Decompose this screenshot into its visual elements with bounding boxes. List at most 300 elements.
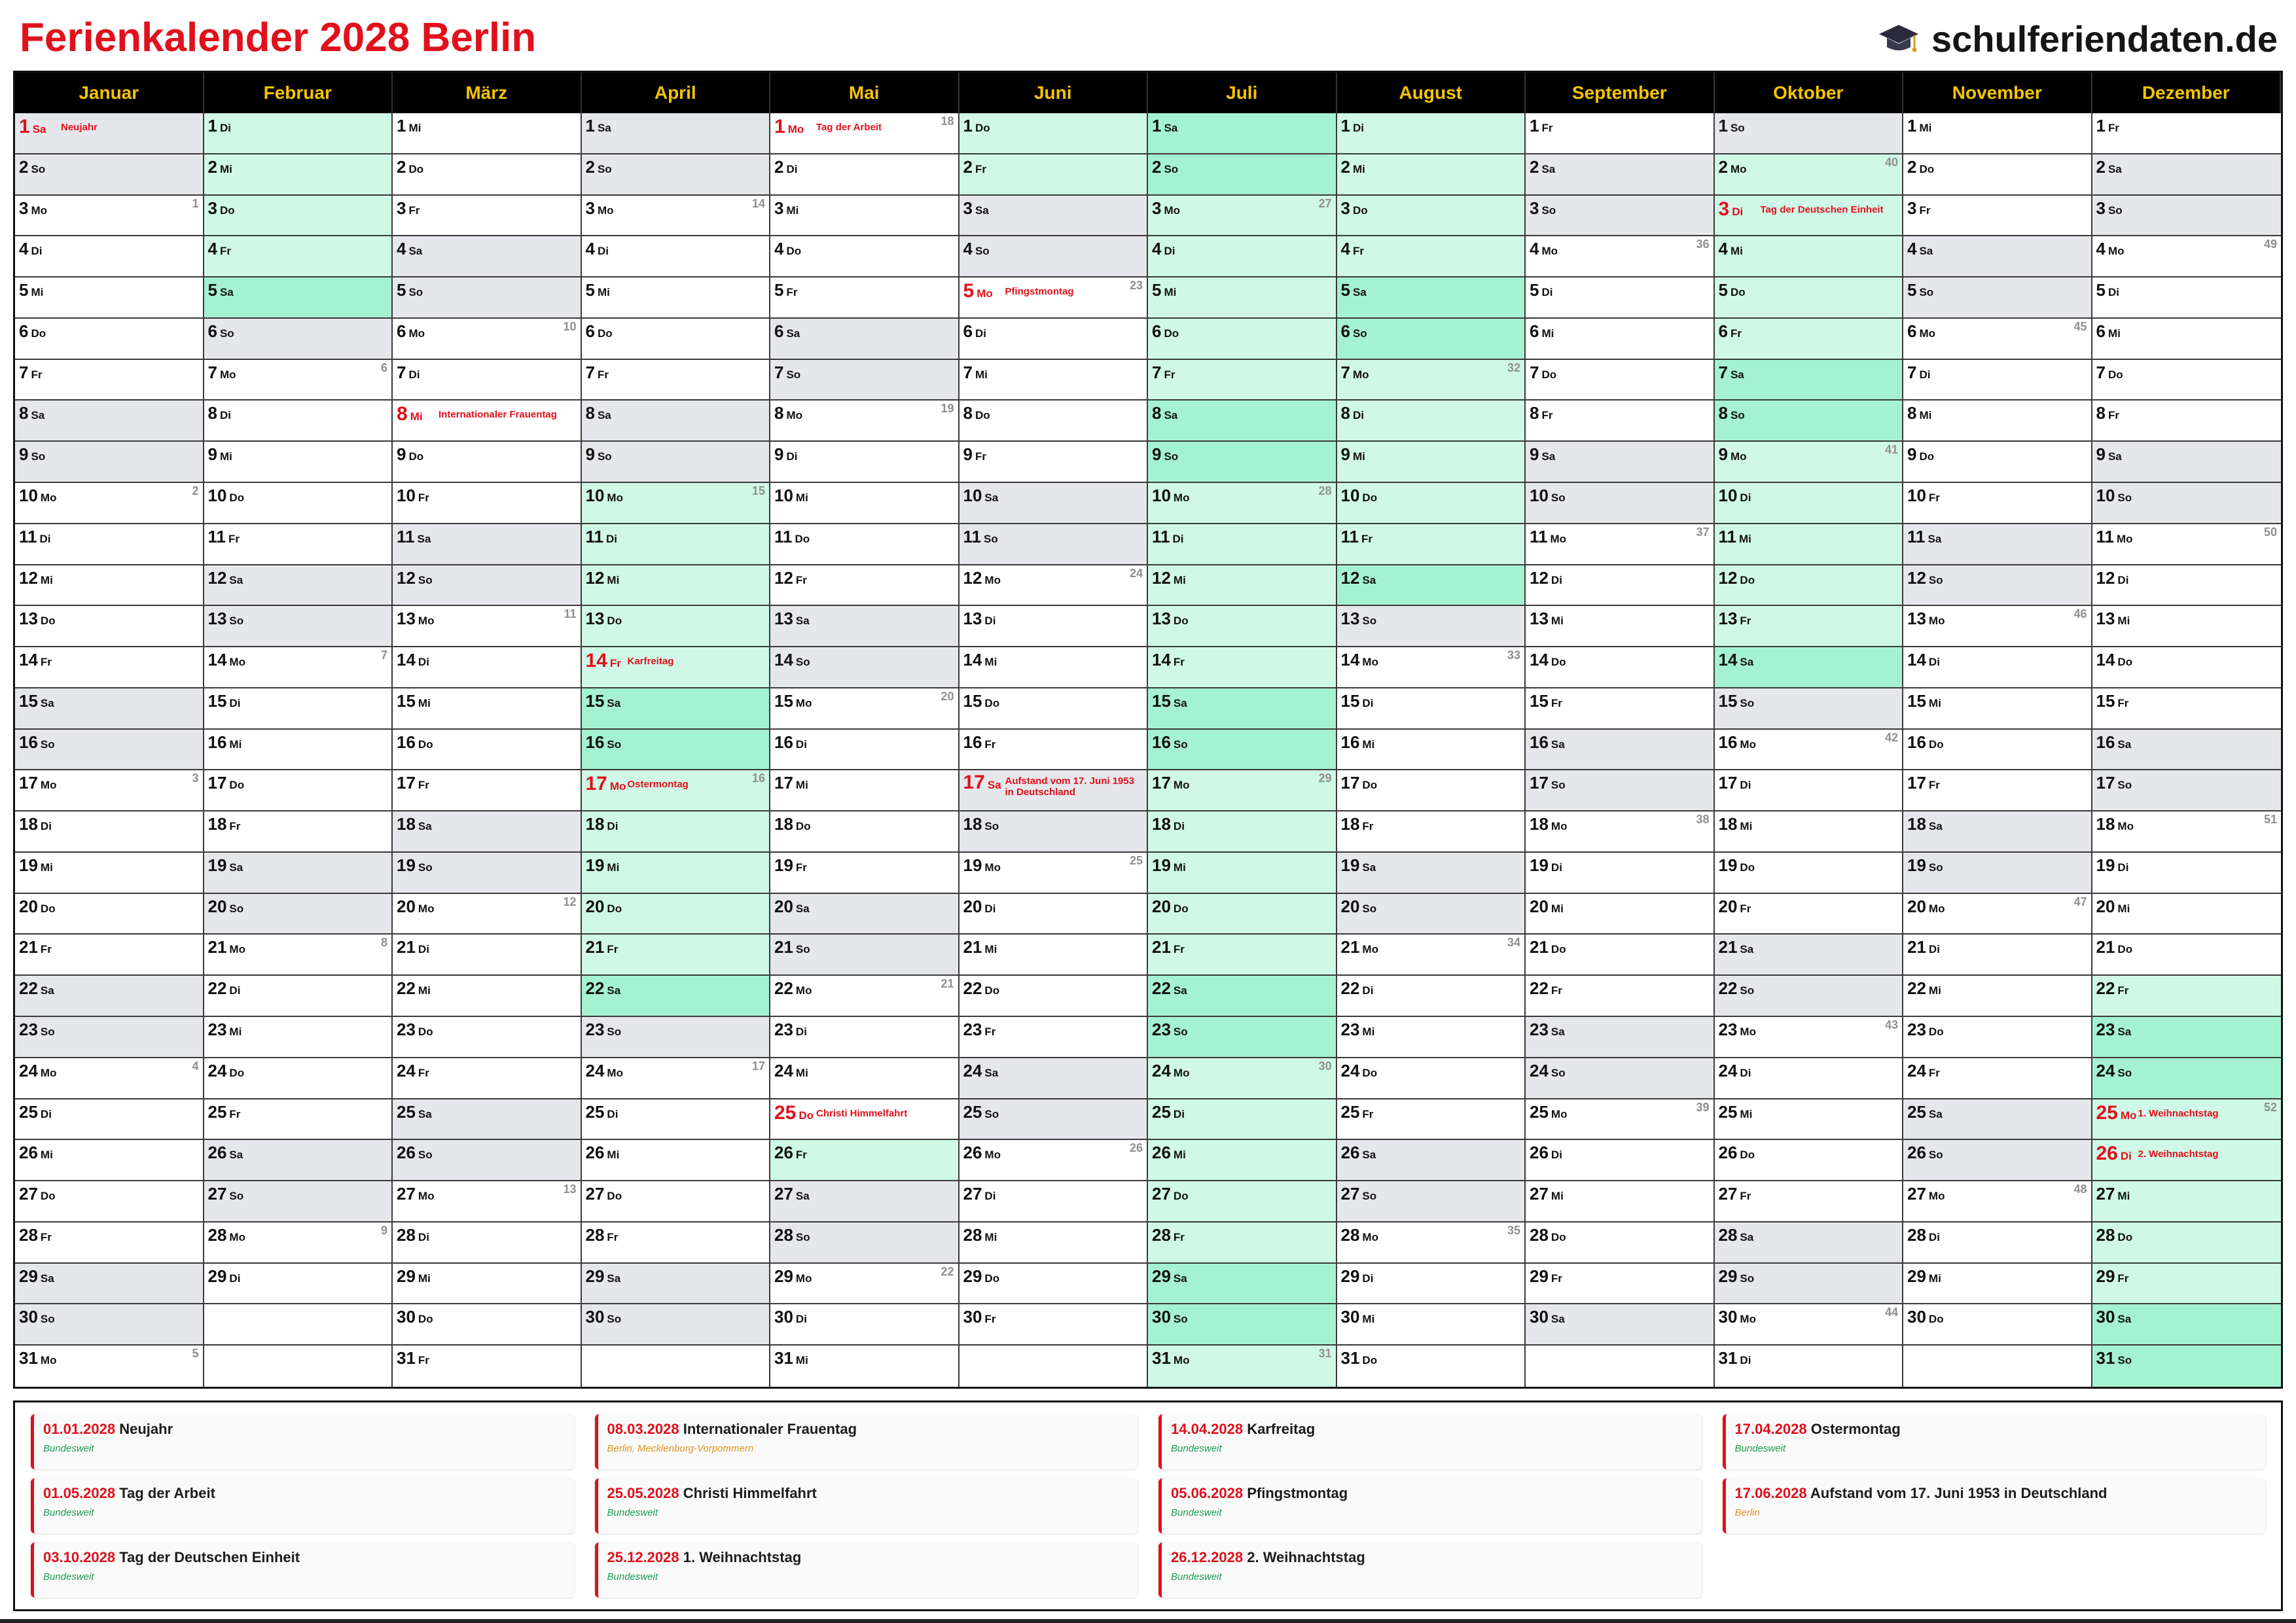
weekday-label: Sa — [1362, 861, 1376, 874]
day-number: 31 Fr — [397, 1348, 429, 1368]
day-number: 9 Do — [1907, 444, 1935, 465]
day-number: 25 Sa — [397, 1101, 432, 1122]
day-number: 19 Di — [1530, 855, 1562, 875]
weekday-label: Do — [2117, 943, 2133, 956]
weekday-label: Di — [1362, 696, 1374, 709]
day-cell — [1148, 606, 1337, 647]
brand-logo[interactable] — [1878, 14, 2278, 64]
weekday-label: Mi — [607, 573, 620, 586]
week-number: 7 — [380, 649, 387, 662]
day-number: 11 Do — [774, 526, 810, 546]
day-cell — [15, 524, 204, 565]
weekday-label: Mo — [1928, 902, 1945, 915]
day-cell — [582, 688, 771, 730]
day-number: 8 So — [1718, 403, 1745, 423]
day-number: 22 Do — [963, 978, 1000, 999]
weekday-label: Fr — [1551, 696, 1562, 709]
day-cell — [1337, 1264, 1526, 1305]
weekday-label: Di — [229, 696, 241, 709]
day-cell — [582, 647, 771, 688]
month-header: März — [393, 73, 582, 113]
day-number: 7 Sa — [1718, 362, 1744, 382]
weekday-label: Mo — [219, 368, 236, 381]
holiday-name: Christi Himmelfahrt — [816, 1107, 908, 1119]
day-number: 18 Mi — [1718, 814, 1753, 834]
day-cell — [960, 319, 1149, 360]
weekday-label: Sa — [1352, 286, 1367, 299]
weekday-label: Fr — [1173, 943, 1185, 956]
day-cell — [15, 935, 204, 976]
day-number: 5 Di — [2096, 280, 2119, 300]
day-cell — [582, 770, 771, 812]
day-cell — [393, 1222, 582, 1264]
day-number: 22 Di — [207, 978, 241, 999]
day-cell — [1715, 1264, 1904, 1305]
weekday-label: Mi — [984, 656, 997, 669]
weekday-label: So — [1173, 1026, 1188, 1039]
day-cell — [1526, 894, 1715, 935]
day-cell — [393, 319, 582, 360]
weekday-label: Mi — [219, 162, 232, 175]
day-number: 4 Do — [774, 239, 802, 259]
day-number: 13 Do — [19, 609, 56, 629]
weekday-label: Di — [1352, 409, 1364, 422]
day-number: 15 Sa — [19, 690, 54, 711]
day-cell — [1148, 688, 1337, 730]
weekday-label: Do — [418, 1026, 433, 1039]
weekday-label: Mi — [1928, 984, 1941, 997]
legend-region: Bundesweit — [607, 1507, 658, 1518]
day-cell — [204, 1017, 393, 1058]
day-number: 18 So — [963, 814, 999, 834]
day-cell — [582, 319, 771, 360]
day-cell — [1526, 1099, 1715, 1141]
day-number: 5 Mi — [585, 280, 610, 300]
day-cell — [1337, 894, 1526, 935]
day-number: 8 Mi — [397, 403, 423, 425]
day-number: 8 Sa — [585, 403, 611, 423]
weekday-label: So — [1173, 738, 1188, 751]
weekday-label: So — [1551, 1066, 1566, 1079]
weekday-label: Fr — [1164, 368, 1175, 381]
empty-cell — [582, 1346, 771, 1387]
day-cell — [393, 442, 582, 483]
day-cell — [204, 606, 393, 647]
day-cell — [1715, 113, 1904, 154]
weekday-label: Sa — [229, 861, 243, 874]
day-number: 25 Mo — [1530, 1101, 1568, 1122]
day-cell — [15, 1140, 204, 1181]
day-cell — [770, 483, 960, 524]
day-cell — [393, 524, 582, 565]
day-cell — [1715, 360, 1904, 401]
day-cell — [1337, 565, 1526, 607]
day-number: 18 Di — [585, 814, 619, 834]
weekday-label: Sa — [40, 984, 54, 997]
weekday-label: Mo — [2108, 245, 2125, 258]
week-number: 11 — [564, 607, 577, 621]
weekday-label: Di — [2117, 573, 2129, 586]
day-cell — [204, 730, 393, 771]
day-cell — [1148, 154, 1337, 196]
day-cell — [770, 1181, 960, 1222]
day-number: 17 So — [2096, 773, 2132, 793]
weekday-label: Sa — [1919, 245, 1933, 258]
day-cell — [393, 1181, 582, 1222]
day-cell — [582, 196, 771, 237]
weekday-label: Fr — [40, 943, 52, 956]
day-cell — [960, 196, 1149, 237]
week-number: 47 — [2073, 895, 2087, 908]
day-number: 13 Do — [1152, 609, 1189, 629]
weekday-label: Di — [1362, 1272, 1374, 1285]
day-number: 29 Mi — [397, 1266, 431, 1286]
weekday-label: Sa — [2117, 1026, 2132, 1039]
weekday-label: Do — [408, 162, 424, 175]
weekday-label: Sa — [1164, 122, 1178, 134]
day-number: 24 Sa — [963, 1060, 999, 1080]
day-cell — [1526, 1140, 1715, 1181]
day-number: 15 Sa — [585, 690, 621, 711]
weekday-label: Mo — [229, 656, 245, 669]
day-number: 13 Mi — [1530, 609, 1564, 629]
weekday-label: So — [795, 943, 810, 956]
month-header: April — [582, 73, 771, 113]
weekday-label: Mo — [1173, 491, 1190, 504]
weekday-label: Mo — [418, 615, 435, 628]
weekday-label: Di — [1172, 532, 1184, 545]
weekday-label: Fr — [597, 368, 609, 381]
weekday-label: So — [1730, 409, 1745, 422]
day-number: 23 Mi — [1340, 1020, 1375, 1040]
weekday-label: Mi — [1362, 738, 1375, 751]
graduation-cap-icon — [1878, 18, 1920, 60]
day-number: 19 So — [1907, 855, 1943, 875]
day-cell — [960, 1140, 1149, 1181]
day-number: 29 Do — [963, 1266, 1000, 1286]
weekday-label: Sa — [229, 1149, 243, 1162]
day-cell — [204, 360, 393, 401]
day-cell — [15, 853, 204, 894]
day-cell — [1526, 812, 1715, 853]
weekday-label: Do — [31, 327, 46, 340]
day-number: 16 Mo — [1718, 732, 1756, 752]
day-cell — [1903, 236, 2092, 277]
weekday-label: Sa — [1173, 1272, 1187, 1285]
week-number: 20 — [941, 689, 954, 703]
day-number: 28 So — [774, 1224, 810, 1245]
day-number: 12 So — [1907, 567, 1943, 588]
legend-date: 25.12.2028 — [607, 1549, 679, 1565]
week-number: 36 — [1696, 238, 1710, 251]
weekday-label: Do — [786, 245, 802, 258]
weekday-label: So — [607, 738, 622, 751]
day-number: 18 Di — [19, 814, 52, 834]
weekday-label: So — [229, 902, 244, 915]
week-number: 31 — [1318, 1347, 1332, 1361]
day-number: 8 Mo — [774, 403, 803, 423]
weekday-label: Do — [40, 902, 56, 915]
day-cell — [15, 688, 204, 730]
day-cell — [1526, 483, 1715, 524]
day-number: 30 Do — [397, 1307, 433, 1327]
day-number: 2 Mi — [1340, 156, 1365, 177]
day-cell — [582, 606, 771, 647]
weekday-label: Di — [607, 820, 619, 833]
weekday-label: Di — [1928, 656, 1940, 669]
day-number: 4 Sa — [1907, 239, 1933, 259]
weekday-label: Do — [229, 491, 245, 504]
weekday-label: Sa — [418, 820, 432, 833]
week-number: 4 — [192, 1059, 199, 1073]
week-number: 24 — [1129, 566, 1143, 580]
day-cell — [2092, 113, 2282, 154]
weekday-label: So — [1740, 1272, 1755, 1285]
day-cell — [204, 401, 393, 442]
day-cell — [1526, 647, 1715, 688]
day-number: 30 So — [1152, 1307, 1188, 1327]
day-cell — [1903, 812, 2092, 853]
weekday-label: Di — [795, 738, 807, 751]
day-number: 8 Do — [963, 403, 990, 423]
day-cell — [770, 113, 960, 154]
weekday-label: Fr — [2117, 1272, 2129, 1285]
day-number: 23 Fr — [963, 1020, 996, 1040]
weekday-label: Mi — [1928, 696, 1941, 709]
weekday-label: Di — [795, 1313, 807, 1326]
day-cell — [1715, 770, 1904, 812]
day-cell — [1903, 277, 2092, 319]
day-cell — [582, 1099, 771, 1141]
day-number: 20 Mi — [1530, 896, 1564, 916]
day-number: 9 Di — [774, 444, 798, 465]
weekday-label: Do — [2117, 1230, 2133, 1243]
weekday-label: So — [1164, 162, 1179, 175]
week-number: 40 — [1884, 155, 1898, 169]
day-number: 3 Mi — [774, 198, 799, 218]
weekday-label: Fr — [418, 1354, 429, 1367]
day-cell — [204, 935, 393, 976]
weekday-label: So — [1730, 122, 1745, 134]
day-cell — [1715, 1346, 1904, 1387]
legend-item — [1158, 1478, 1702, 1533]
day-cell — [204, 524, 393, 565]
day-cell — [1148, 935, 1337, 976]
weekday-label: Fr — [229, 1107, 241, 1120]
weekday-label: Mi — [1352, 162, 1365, 175]
day-number: 19 Di — [2096, 855, 2129, 875]
empty-cell — [204, 1304, 393, 1346]
weekday-label: Fr — [984, 738, 996, 751]
day-cell — [2092, 1099, 2282, 1141]
day-cell — [770, 360, 960, 401]
day-number: 24 Mo — [585, 1060, 623, 1080]
day-cell — [770, 319, 960, 360]
day-number: 2 So — [1152, 156, 1179, 177]
weekday-label: Mo — [2117, 532, 2133, 545]
day-cell — [960, 730, 1149, 771]
bottom-border — [0, 1619, 2296, 1623]
day-cell — [770, 196, 960, 237]
weekday-label: Fr — [40, 656, 52, 669]
weekday-label: Mi — [229, 1026, 242, 1039]
day-number: 17 Mo — [1152, 773, 1190, 793]
weekday-label: Sa — [987, 779, 1001, 792]
weekday-label: So — [229, 1190, 244, 1203]
day-number: 19 Mi — [19, 855, 53, 875]
empty-cell — [1903, 1346, 2092, 1387]
weekday-label: Mi — [1919, 122, 1932, 134]
weekday-label: Do — [975, 122, 990, 134]
day-cell — [1148, 319, 1337, 360]
day-cell — [393, 196, 582, 237]
day-number: 3 So — [1530, 198, 1556, 218]
day-number: 21 Mo — [1340, 937, 1378, 957]
weekday-label: Mo — [1928, 615, 1945, 628]
day-number: 30 Sa — [2096, 1307, 2132, 1327]
day-number: 3 Mo — [19, 198, 48, 218]
weekday-label: Fr — [408, 204, 420, 217]
week-number: 3 — [192, 772, 199, 785]
day-number: 22 Sa — [1152, 978, 1187, 999]
weekday-label: Mi — [418, 984, 431, 997]
day-cell — [960, 442, 1149, 483]
week-number: 19 — [941, 402, 954, 416]
weekday-label: Mo — [1928, 1190, 1945, 1203]
weekday-label: Mo — [1730, 162, 1747, 175]
day-cell — [1715, 1058, 1904, 1099]
day-number: 26 Di — [1530, 1143, 1562, 1163]
day-number: 20 Di — [963, 896, 996, 916]
day-number: 19 Mo — [963, 855, 1001, 875]
day-number: 20 Do — [585, 896, 622, 916]
day-cell — [1903, 1181, 2092, 1222]
day-cell — [204, 1099, 393, 1141]
day-cell — [1337, 976, 1526, 1017]
day-cell — [582, 935, 771, 976]
day-number: 24 Fr — [1907, 1060, 1940, 1080]
day-number: 1 Sa — [19, 116, 46, 137]
legend-item — [595, 1543, 1138, 1597]
day-cell — [770, 154, 960, 196]
empty-cell — [1526, 1346, 1715, 1387]
day-cell — [204, 236, 393, 277]
weekday-label: So — [418, 573, 433, 586]
weekday-label: So — [418, 861, 433, 874]
day-number: 19 Sa — [1340, 855, 1376, 875]
day-number: 1 Sa — [1152, 116, 1178, 135]
weekday-label: Mo — [1362, 943, 1378, 956]
weekday-label: Di — [2117, 861, 2129, 874]
day-number: 9 Mi — [1340, 444, 1365, 465]
day-cell — [1903, 770, 2092, 812]
weekday-label: Di — [984, 615, 996, 628]
day-number: 12 Mi — [585, 567, 620, 588]
day-number: 28 Fr — [19, 1224, 52, 1245]
day-cell — [1526, 154, 1715, 196]
weekday-label: Sa — [408, 245, 423, 258]
weekday-label: Mi — [607, 1149, 620, 1162]
day-cell — [1903, 1222, 2092, 1264]
day-number: 11 Di — [1152, 526, 1184, 546]
weekday-label: Sa — [229, 573, 243, 586]
day-cell — [770, 812, 960, 853]
weekday-label: So — [1551, 779, 1566, 792]
day-number: 15 Mo — [774, 690, 812, 711]
day-cell — [960, 647, 1149, 688]
day-number: 21 Fr — [1152, 937, 1185, 957]
day-cell — [960, 1099, 1149, 1141]
day-number: 21 Mo — [207, 937, 245, 957]
day-cell — [15, 1181, 204, 1222]
day-number: 16 Di — [774, 732, 807, 752]
weekday-label: Mo — [2120, 1109, 2137, 1122]
weekday-label: So — [1541, 204, 1556, 217]
legend-date: 25.05.2028 — [607, 1485, 679, 1501]
day-cell — [2092, 483, 2282, 524]
day-cell — [770, 935, 960, 976]
weekday-label: Sa — [1551, 738, 1565, 751]
day-number: 9 Sa — [2096, 444, 2122, 465]
day-number: 10 Mi — [774, 485, 808, 505]
day-cell — [1337, 853, 1526, 894]
weekday-label: Mo — [984, 1149, 1001, 1162]
day-number: 26 Do — [1718, 1143, 1755, 1163]
day-cell — [1337, 360, 1526, 401]
weekday-label: Sa — [31, 409, 45, 422]
day-number: 17 Mo — [585, 773, 626, 795]
day-cell — [2092, 812, 2282, 853]
day-cell — [770, 894, 960, 935]
day-cell — [204, 1140, 393, 1181]
day-cell — [960, 1222, 1149, 1264]
weekday-label: Fr — [1361, 532, 1372, 545]
weekday-label: Di — [1919, 368, 1931, 381]
day-number: 18 Sa — [1907, 814, 1943, 834]
day-number: 11 Mo — [1530, 526, 1567, 546]
day-cell — [204, 894, 393, 935]
day-number: 4 Sa — [397, 239, 423, 259]
day-cell — [1715, 401, 1904, 442]
day-number: 5 Sa — [207, 280, 234, 300]
weekday-label: Do — [975, 409, 990, 422]
day-number: 17 Mi — [774, 773, 808, 793]
day-number: 15 So — [1718, 690, 1755, 711]
weekday-label: Sa — [786, 327, 800, 340]
day-number: 27 Do — [585, 1184, 622, 1204]
weekday-label: Fr — [1740, 902, 1751, 915]
week-number: 51 — [2263, 813, 2277, 827]
weekday-label: Do — [219, 204, 235, 217]
day-cell — [204, 688, 393, 730]
legend-name: Aufstand vom 17. Juni 1953 in Deutschland — [1810, 1485, 2108, 1501]
day-cell — [1526, 770, 1715, 812]
day-number: 28 Di — [397, 1224, 429, 1245]
day-number: 1 Do — [963, 116, 990, 135]
weekday-label: So — [40, 738, 55, 751]
day-cell — [1148, 894, 1337, 935]
month-header: Januar — [15, 73, 204, 113]
legend-region: Berlin, Mecklenburg-Vorpommern — [607, 1443, 754, 1454]
day-number: 13 Sa — [774, 609, 810, 629]
day-cell — [204, 113, 393, 154]
day-cell — [582, 894, 771, 935]
day-number: 30 Fr — [963, 1307, 996, 1327]
day-number: 11 So — [963, 526, 998, 546]
day-cell — [393, 113, 582, 154]
day-number: 18 Mo — [2096, 814, 2134, 834]
holiday-name: Karfreitag — [627, 656, 674, 668]
